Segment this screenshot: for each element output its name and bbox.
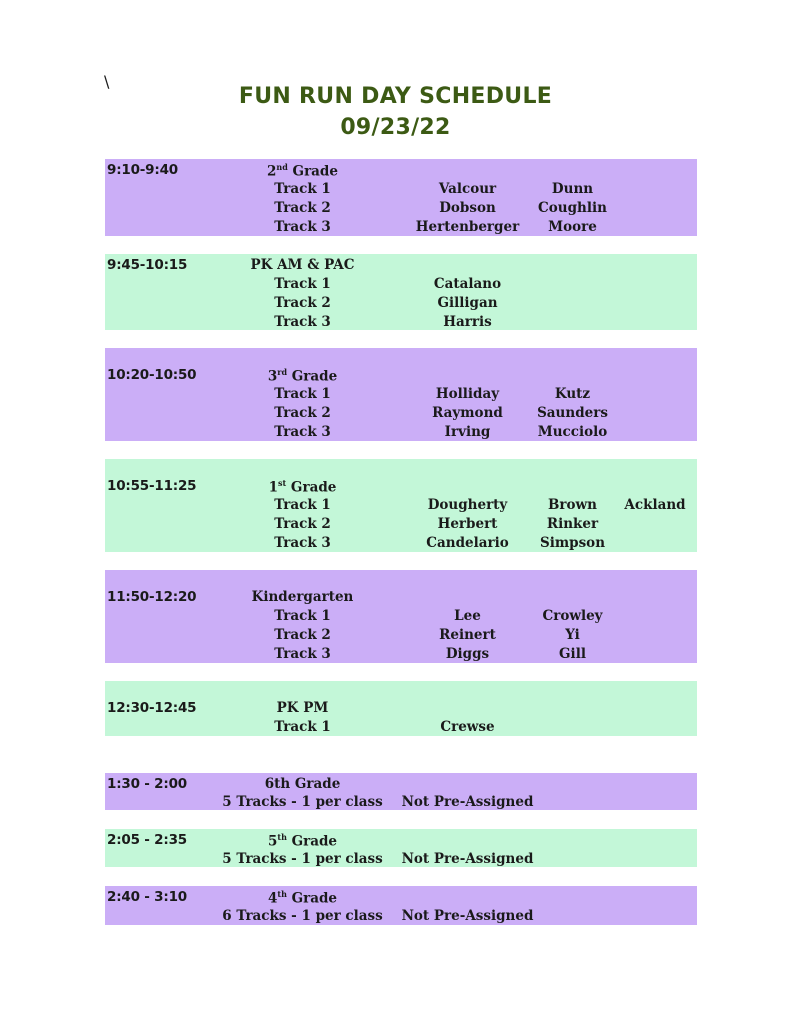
- track-label: Track 1: [274, 386, 331, 402]
- time-slot: 9:10-9:40: [107, 162, 178, 178]
- time-slot: 9:45-10:15: [107, 257, 188, 273]
- schedule-block-2nd-grade: [105, 159, 697, 236]
- schedule-date: 09/23/22: [340, 115, 451, 140]
- grade-label: 4th Grade: [267, 889, 338, 907]
- track-label: Track 1: [274, 608, 331, 624]
- teacher-name: Saunders: [537, 405, 608, 421]
- schedule-block-kindergarten: [105, 570, 697, 663]
- track-label: Track 3: [274, 424, 331, 440]
- time-slot: 1:30 - 2:00: [107, 776, 187, 792]
- schedule-block-4th-grade: [105, 886, 697, 925]
- track-label: Track 1: [274, 497, 331, 513]
- grade-label: 2nd Grade: [267, 162, 338, 180]
- teacher-name: Crewse: [440, 719, 495, 735]
- teacher-name: Dougherty: [427, 497, 508, 513]
- teacher-name: Irving: [444, 424, 491, 440]
- teacher-name: Reinert: [439, 627, 496, 643]
- grade-label: 6th Grade: [264, 776, 341, 792]
- track-label: Track 2: [274, 516, 331, 532]
- track-label: Track 2: [274, 405, 331, 421]
- track-label: Track 1: [274, 719, 331, 735]
- teacher-name: Moore: [548, 219, 597, 235]
- teacher-name: Gilligan: [437, 295, 498, 311]
- teacher-name: Harris: [443, 314, 492, 330]
- teacher-name: Yi: [565, 627, 580, 643]
- time-slot: 10:20-10:50: [107, 367, 197, 383]
- track-label: Track 2: [274, 200, 331, 216]
- teacher-name: Mucciolo: [537, 424, 608, 440]
- schedule-block-5th-grade: [105, 829, 697, 867]
- assignment-status: Not Pre-Assigned: [401, 851, 534, 867]
- teacher-name: Dobson: [439, 200, 496, 216]
- track-label: Track 2: [274, 295, 331, 311]
- schedule-block-pk-am-pac: [105, 254, 697, 330]
- grade-label: PK PM: [276, 700, 329, 716]
- schedule-block-6th-grade: [105, 773, 697, 810]
- time-slot: 11:50-12:20: [107, 589, 197, 605]
- time-slot: 2:40 - 3:10: [107, 889, 187, 905]
- track-label: Track 3: [274, 646, 331, 662]
- grade-label: PK AM & PAC: [250, 257, 355, 273]
- schedule-block-3rd-grade: [105, 348, 697, 441]
- tracks-info: 5 Tracks - 1 per class: [222, 851, 383, 867]
- teacher-name: Crowley: [542, 608, 603, 624]
- time-slot: 12:30-12:45: [107, 700, 197, 716]
- teacher-name: Raymond: [432, 405, 503, 421]
- grade-label: Kindergarten: [251, 589, 354, 605]
- teacher-name: Rinker: [546, 516, 599, 532]
- grade-label: 1st Grade: [268, 478, 337, 496]
- track-label: Track 2: [274, 627, 331, 643]
- time-slot: 2:05 - 2:35: [107, 832, 187, 848]
- track-label: Track 3: [274, 314, 331, 330]
- teacher-name: Lee: [454, 608, 481, 624]
- teacher-name: Dunn: [551, 181, 594, 197]
- teacher-name: Brown: [548, 497, 597, 513]
- track-label: Track 3: [274, 535, 331, 551]
- grade-label: 5th Grade: [267, 832, 338, 850]
- schedule-block-pk-pm: [105, 681, 697, 736]
- tracks-info: 5 Tracks - 1 per class: [222, 794, 383, 810]
- schedule-block-1st-grade: [105, 459, 697, 552]
- teacher-name: Holliday: [435, 386, 500, 402]
- assignment-status: Not Pre-Assigned: [401, 908, 534, 924]
- teacher-name: Diggs: [445, 646, 490, 662]
- track-label: Track 1: [274, 276, 331, 292]
- teacher-name: Ackland: [624, 497, 686, 513]
- grade-label: 3rd Grade: [267, 367, 338, 385]
- tracks-info: 6 Tracks - 1 per class: [222, 908, 383, 924]
- page-title: FUN RUN DAY SCHEDULE: [238, 84, 553, 109]
- teacher-name: Coughlin: [538, 200, 607, 216]
- teacher-name: Valcour: [438, 181, 497, 197]
- teacher-name: Gill: [559, 646, 586, 662]
- track-label: Track 1: [274, 181, 331, 197]
- teacher-name: Hertenberger: [415, 219, 520, 235]
- stray-backslash: \: [104, 72, 110, 91]
- teacher-name: Simpson: [539, 535, 606, 551]
- teacher-name: Kutz: [554, 386, 591, 402]
- teacher-name: Candelario: [426, 535, 509, 551]
- track-label: Track 3: [274, 219, 331, 235]
- teacher-name: Catalano: [433, 276, 502, 292]
- assignment-status: Not Pre-Assigned: [401, 794, 534, 810]
- time-slot: 10:55-11:25: [107, 478, 197, 494]
- teacher-name: Herbert: [437, 516, 498, 532]
